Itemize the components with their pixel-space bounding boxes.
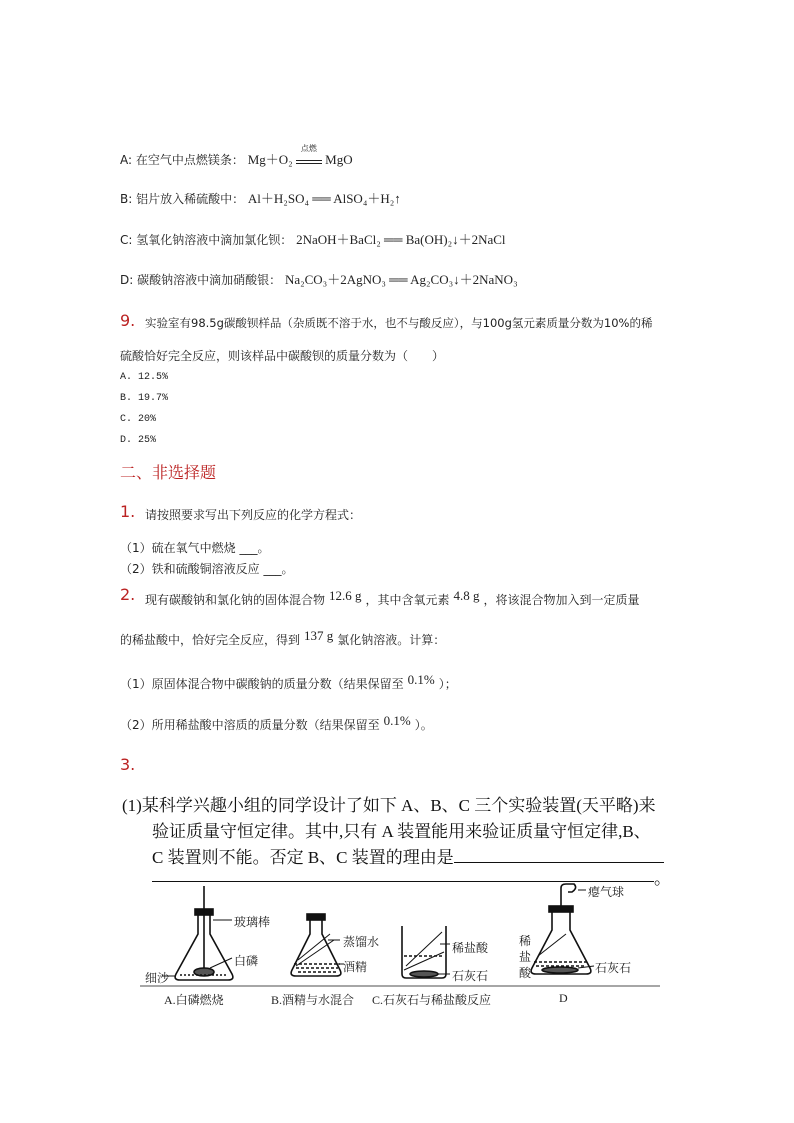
label-balloon: 瘪气球: [588, 885, 625, 899]
option-a-reactants: Mg＋O₂: [247, 152, 293, 167]
reaction-arrow: [296, 144, 322, 164]
caption-a: A.白磷燃烧: [164, 993, 224, 1007]
q2-line2: [120, 628, 446, 648]
q2-sub1-text-a: （1）原固体混合物中碳酸钠的质量分数（结果保留至: [120, 677, 404, 691]
q1-sub2: （2）铁和硫酸铜溶液反应 ___。: [120, 562, 294, 576]
q9-stem-line1: 实验室有98.5g碳酸钡样品（杂质既不溶于水，也不与酸反应），与100g氢元素质量分数为10%的稀: [145, 316, 653, 330]
q2-mass-mixture: 12.6 g: [329, 588, 362, 603]
option-a-product: MgO: [325, 152, 353, 167]
q2-line1-text-a: 现有碳酸钠和氯化钠的固体混合物: [145, 593, 326, 607]
option-b-equation: Al＋H₂SO₄ ══ AlSO₄＋H₂↑: [247, 191, 401, 206]
q9-option-a: A. 12.5%: [120, 372, 169, 383]
q2-sub2-precision: 0.1%: [383, 713, 411, 728]
q3-line3: [152, 843, 664, 868]
option-c-label: C: 氢氧化钠溶液中滴加氯化钡：: [120, 233, 293, 247]
q9-option-c: C. 20%: [120, 414, 157, 425]
q2-sub2-text-a: （2）所用稀盐酸中溶质的质量分数（结果保留至: [120, 718, 380, 732]
label-white-phosphorus: 白磷: [234, 954, 259, 968]
option-d-equation: Na₂CO₃＋2AgNO₃ ══ Ag₂CO₃↓＋2NaNO₃: [284, 272, 518, 287]
option-a-label: A: 在空气中点燃镁条：: [120, 153, 244, 167]
q2-sub2: [120, 713, 433, 733]
caption-d: D: [559, 991, 568, 1005]
label-glass-rod: 玻璃棒: [234, 915, 271, 929]
label-hydrochloric-acid: 稀盐酸: [452, 941, 489, 955]
option-a: [120, 144, 353, 168]
option-d-label: D: 碳酸钠溶液中滴加硝酸银：: [120, 273, 282, 287]
q3-line1: (1)某科学兴趣小组的同学设计了如下 A、B、C 三个实验装置(天平略)来: [122, 796, 656, 815]
caption-b: B.酒精与水混合: [271, 993, 355, 1007]
caption-c: C.石灰石与稀盐酸反应: [372, 993, 492, 1007]
label-distilled-water: 蒸馏水: [343, 935, 380, 949]
label-alcohol: 酒精: [343, 960, 368, 974]
option-b: [120, 188, 401, 207]
q2-line2-text-b: 氯化钠溶液。计算：: [337, 633, 446, 647]
apparatus-d-flask: [531, 884, 594, 974]
option-c: [120, 229, 506, 248]
q2-sub1-precision: 0.1%: [407, 672, 435, 687]
q3-number: 3.: [120, 755, 136, 774]
option-c-equation: 2NaOH＋BaCl₂ ══ Ba(OH)₂↓＋2NaCl: [296, 232, 506, 247]
q9-option-d: D. 25%: [120, 435, 157, 446]
label-limestone-d: 石灰石: [595, 961, 632, 975]
q1-stem: 请按照要求写出下列反应的化学方程式：: [145, 508, 362, 522]
label-dilute-1: 稀: [519, 934, 532, 948]
q1-sub1: （1）硫在氧气中燃烧 ___。: [120, 541, 270, 555]
q3-line3-text: C 装置则不能。否定 B、C 装置的理由是: [152, 848, 454, 867]
q2-line1: [145, 588, 640, 608]
q2-number: 2.: [120, 585, 136, 604]
q3-line2: 验证质量守恒定律。其中,只有 A 装置能用来验证质量守恒定律,B、: [152, 822, 651, 841]
q2-line2-text-a: 的稀盐酸中，恰好完全反应，得到: [120, 633, 301, 647]
option-d: [120, 269, 518, 288]
q2-sub1: [120, 672, 457, 692]
q9-number: 9.: [120, 311, 136, 330]
answer-blank-2[interactable]: [152, 871, 654, 882]
q2-mass-solution: 137 g: [304, 628, 334, 643]
apparatus-b-flask: [291, 914, 344, 976]
q2-sub1-text-b: ）；: [438, 677, 457, 691]
apparatus-a-flask: [162, 886, 233, 980]
apparatus-c-beaker: [402, 926, 450, 978]
q2-line1-text-b: ，其中含氧元素: [365, 593, 450, 607]
section-title: 二、非选择题: [120, 463, 217, 482]
q9-option-b: B. 19.7%: [120, 393, 169, 404]
q2-sub2-text-b: ）。: [414, 718, 433, 732]
option-a-equation: [247, 144, 353, 167]
q9-stem-line2: 硫酸恰好完全反应，则该样品中碳酸钡的质量分数为（ ）: [120, 349, 445, 363]
label-dilute-3: 酸: [519, 966, 532, 980]
answer-blank-1[interactable]: [454, 848, 664, 863]
q1-number: 1.: [120, 502, 136, 521]
q2-line1-text-c: ，将该混合物加入到一定质量: [483, 593, 640, 607]
label-fine-sand: 细沙: [145, 971, 170, 985]
label-limestone: 石灰石: [452, 969, 489, 983]
q3-end-mark: 。: [654, 869, 671, 888]
label-dilute-2: 盐: [519, 950, 532, 964]
option-b-label: B: 铝片放入稀硫酸中：: [120, 192, 245, 206]
q2-mass-oxygen: 4.8 g: [453, 588, 480, 603]
reaction-condition: 点燃: [300, 144, 317, 153]
